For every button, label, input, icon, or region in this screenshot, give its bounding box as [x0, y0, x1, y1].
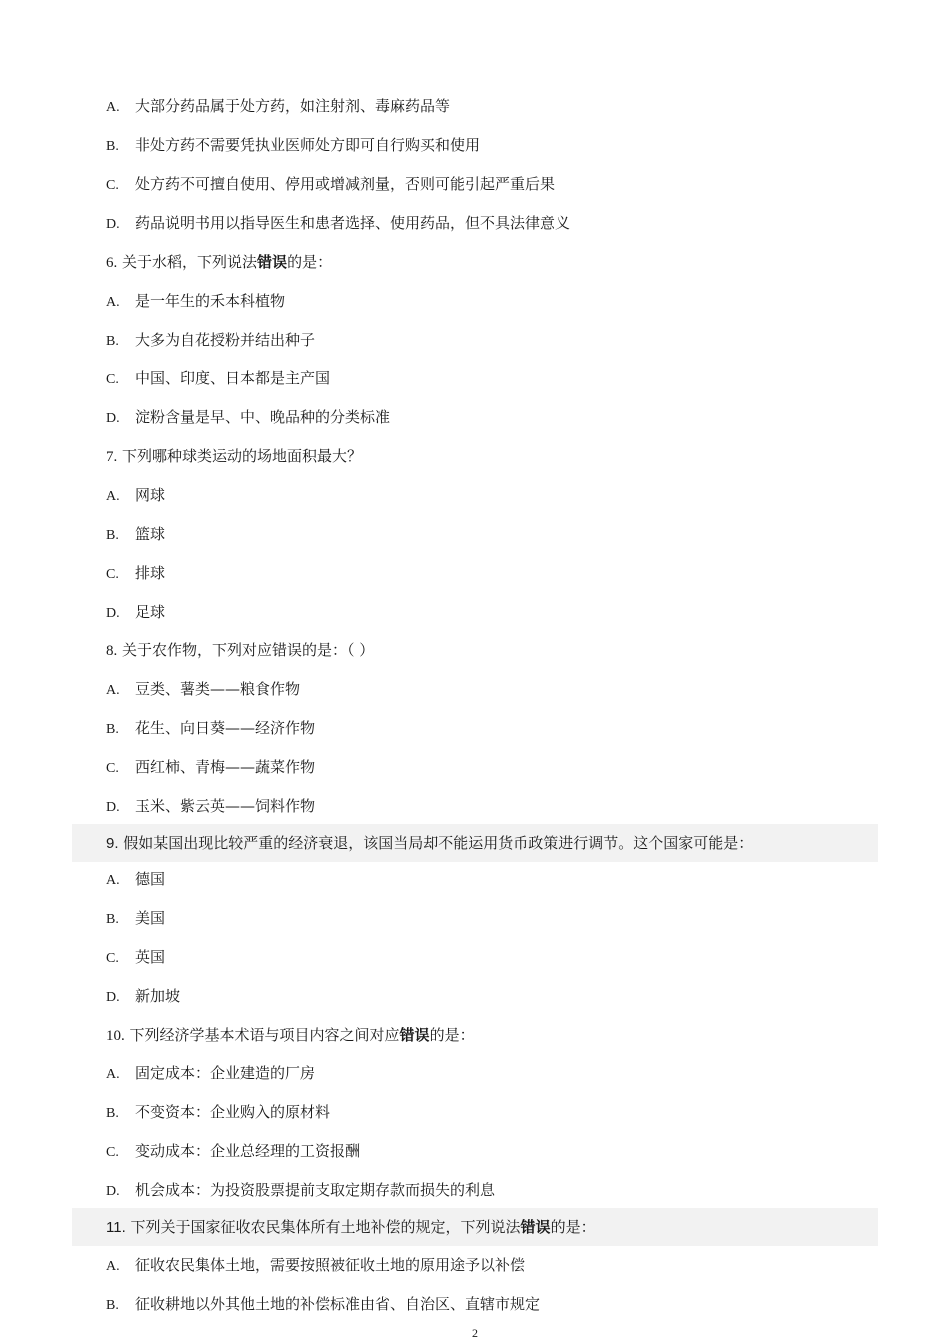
option-q9-a: A. 德国	[106, 870, 166, 888]
option-q7-c: C. 排球	[106, 564, 166, 582]
option-q8-c: C. 西红柿、青梅——蔬菜作物	[106, 758, 316, 776]
option-q5-b: B. 非处方药不需要凭执业医师处方即可自行购买和使用	[106, 136, 481, 154]
option-q8-b: B. 花生、向日葵——经济作物	[106, 719, 316, 737]
option-q5-d: D. 药品说明书用以指导医生和患者选择、使用药品，但不具法律意义	[106, 214, 571, 232]
option-q6-c: C. 中国、印度、日本都是主产国	[106, 369, 331, 387]
question-11-stem: 11. 下列关于国家征收农民集体所有土地补偿的规定，下列说法错误的是：	[106, 1218, 596, 1236]
question-7-stem: 7. 下列哪种球类运动的场地面积最大？	[106, 447, 363, 465]
option-q9-b: B. 美国	[106, 909, 166, 927]
option-q10-a: A. 固定成本：企业建造的厂房	[106, 1064, 316, 1082]
option-q6-d: D. 淀粉含量是早、中、晚品种的分类标准	[106, 408, 391, 426]
option-q11-a: A. 征收农民集体土地，需要按照被征收土地的原用途予以补偿	[106, 1256, 526, 1274]
option-q7-d: D. 足球	[106, 603, 166, 621]
question-10-stem: 10. 下列经济学基本术语与项目内容之间对应错误的是：	[106, 1026, 475, 1044]
question-8-stem: 8. 关于农作物，下列对应错误的是：（ ）	[106, 641, 375, 659]
option-q9-d: D. 新加坡	[106, 987, 181, 1005]
option-q7-b: B. 篮球	[106, 525, 166, 543]
option-q6-b: B. 大多为自花授粉并结出种子	[106, 331, 316, 349]
option-q8-d: D. 玉米、紫云英——饲料作物	[106, 797, 316, 815]
option-q8-a: A. 豆类、薯类——粮食作物	[106, 680, 301, 698]
option-q11-b: B. 征收耕地以外其他土地的补偿标准由省、自治区、直辖市规定	[106, 1295, 541, 1313]
question-9-stem: 9. 假如某国出现比较严重的经济衰退，该国当局却不能运用货币政策进行调节。这个国家可能是：	[106, 834, 754, 852]
question-6-stem: 6. 关于水稻，下列说法错误的是：	[106, 253, 333, 271]
option-q10-c: C. 变动成本：企业总经理的工资报酬	[106, 1142, 361, 1160]
option-q7-a: A. 网球	[106, 486, 166, 504]
page-number: 2	[472, 1326, 478, 1340]
option-q10-d: D. 机会成本：为投资股票提前支取定期存款而损失的利息	[106, 1181, 496, 1199]
option-q10-b: B. 不变资本：企业购入的原材料	[106, 1103, 331, 1121]
option-q5-a: A. 大部分药品属于处方药，如注射剂、毒麻药品等	[106, 97, 451, 115]
option-q9-c: C. 英国	[106, 948, 166, 966]
option-q5-c: C. 处方药不可擅自使用、停用或增减剂量，否则可能引起严重后果	[106, 175, 556, 193]
option-q6-a: A. 是一年生的禾本科植物	[106, 292, 286, 310]
